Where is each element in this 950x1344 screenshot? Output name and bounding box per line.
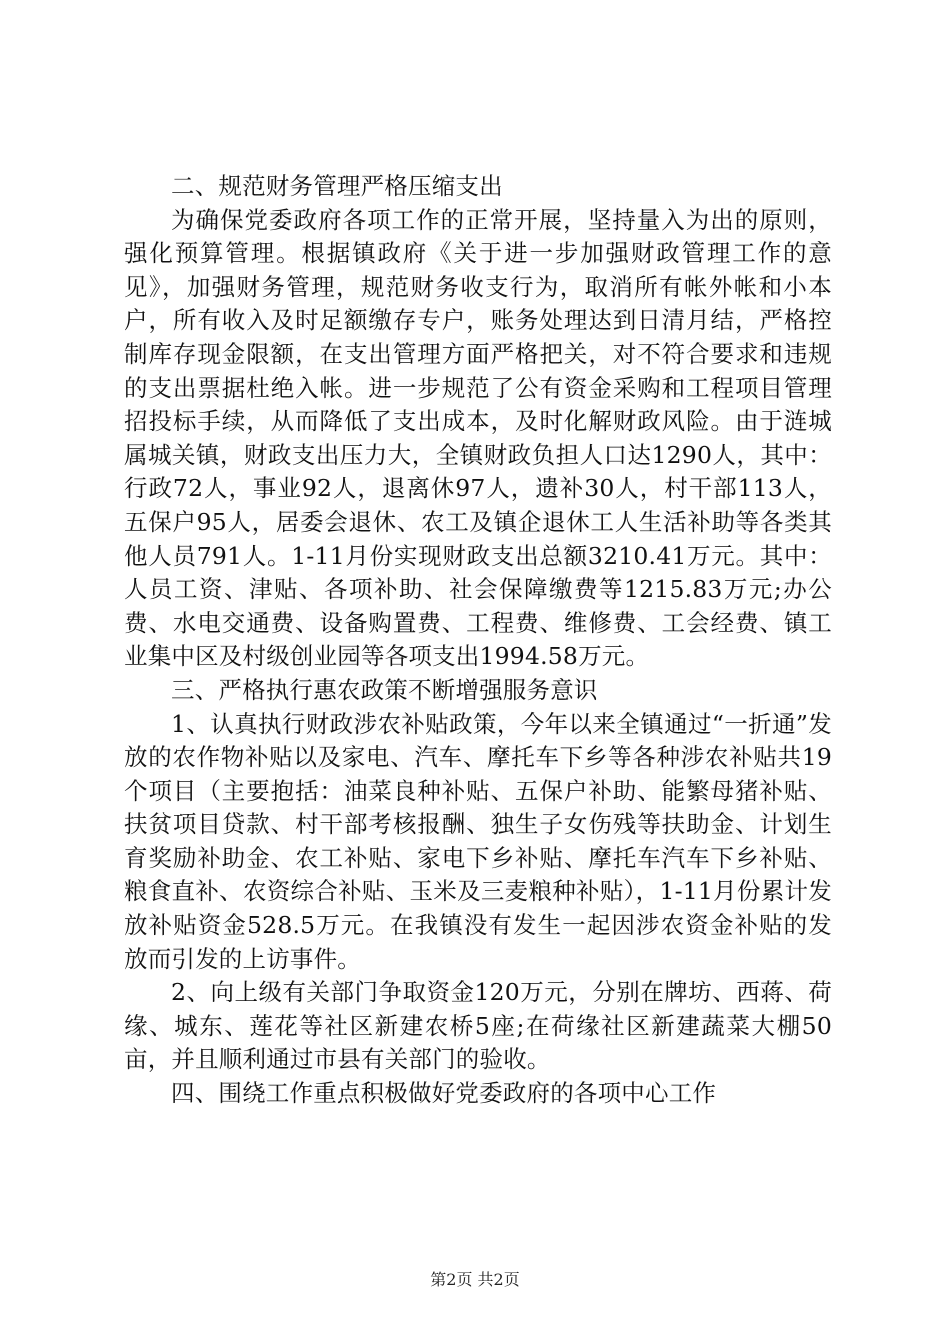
paragraph-finance-management: 为确保党委政府各项工作的正常开展，坚持量入为出的原则，强化预算管理。根据镇政府《关于进一步加强财政管理工作的意见》，加强财务管理，规范财务收支行为，取消所有帐外帐和小本户，所有收入及时足额缴存专户，账务处理达到日清月结，严格控制库存现金限额，在支出管理方面严格把关，对不符合要求和违规的支出票据杜绝入帐。进一步规范了公有资金采购和工程项目管理招投标手续，从而降低了支出成本，及时化解财政风险。由于涟城属城关镇，财政支出压力大，全镇财政负担人口达1290人，其中：行政72人，事业92人，退离休97人，遗补30人，村干部113人，五保户95人，居委会退休、农工及镇企退休工人生活补助等各类其他人员791人。1-11月份实现财政支出总额3210.41万元。其中：人员工资、津贴、各项补助、社会保障缴费等1215.83万元;办公费、水电交通费、设备购置费、工程费、维修费、工会经费、镇工业集中区及村级创业园等各项支出1994.58万元。 (124, 205, 832, 671)
paragraph-funding-projects: 2、向上级有关部门争取资金120万元，分别在牌坊、西蒋、荷缘、城东、莲花等社区新建农桥5座;在荷缘社区新建蔬菜大棚50亩，并且顺利通过市县有关部门的验收。 (124, 978, 832, 1074)
paragraph-agriculture-subsidy: 1、认真执行财政涉农补贴政策，今年以来全镇通过“一折通”发放的农作物补贴以及家电、汽车、摩托车下乡等各种涉农补贴共19个项目（主要抱括：油菜良种补贴、五保户补助、能繁母猪补贴、扶贫项目贷款、村干部考核报酬、独生子女伤残等扶助金、计划生育奖励补助金、农工补贴、家电下乡补贴、摩托车汽车下乡补贴、粮食直补、农资综合补贴、玉米及三麦粮种补贴），1-11月份累计发放补贴资金528.5万元。在我镇没有发生一起因涉农资金补贴的发放而引发的上访事件。 (124, 709, 832, 973)
document-body (124, 170, 832, 1111)
page-footer: 第2页 共2页 (430, 1270, 520, 1289)
section-heading-finance: 二、规范财务管理严格压缩支出 (171, 172, 503, 200)
section-heading-agriculture-policy: 三、严格执行惠农政策不断增强服务意识 (171, 675, 598, 704)
section-heading-central-work: 四、围绕工作重点积极做好党委政府的各项中心工作 (171, 1079, 717, 1108)
